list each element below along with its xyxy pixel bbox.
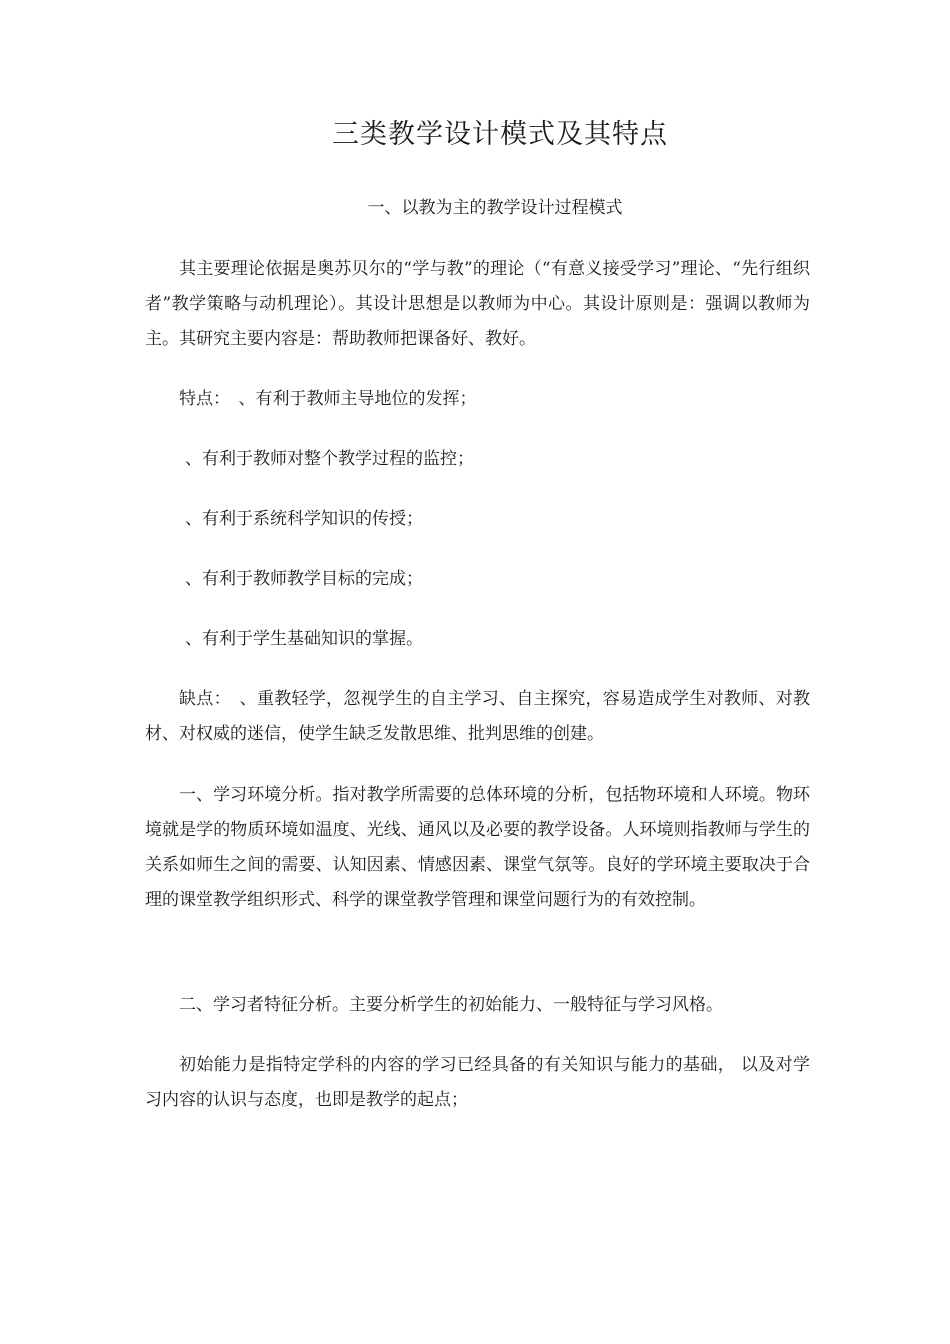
environment-paragraph: 一、学习环境分析。指对教学所需要的总体环境的分析，包括物环境和人环境。物环境就是学的物质环境如温度、光线、通风以及必要的教学设备。人环境则指教师与学生的关系如师生之间的需要、认知因素、情感因素、课堂气氛等。良好的学环境主要取决于合理的课堂教学组织形式、科学的课堂教学管理和课堂问题行为的有效控制。: [145, 785, 810, 910]
document-title: 三类教学设计模式及其特点: [332, 119, 668, 150]
drawbacks-paragraph: 缺点： 、重教轻学，忽视学生的自主学习、自主探究，容易造成学生对教师、对教材、对权威的迷信，使学生缺乏发散思维、批判思维的创建。: [145, 689, 810, 744]
feature-item: 、有利于教师对整个教学过程的监控；: [185, 449, 474, 469]
features-line: 特点： 、有利于教师主导地位的发挥；: [179, 389, 477, 409]
feature-item: 、有利于学生基础知识的掌握。: [185, 629, 423, 649]
feature-item: 、有利于教师教学目标的完成；: [185, 569, 423, 589]
section-heading: 一、以教为主的教学设计过程模式: [367, 198, 623, 218]
intro-paragraph: 其主要理论依据是奥苏贝尔的“学与教”的理论（“有意义接受学习”理论、“先行组织者”教学策略与动机理论）。其设计思想是以教师为中心。其设计原则是：强调以教师为主。其研究主要内容是：帮助教师把课备好、教好。: [145, 259, 810, 349]
initial-ability-paragraph: 初始能力是指特定学科的内容的学习已经具备的有关知识与能力的基础， 以及对学习内容的认识与态度，也即是教学的起点；: [145, 1055, 810, 1110]
learner-paragraph: 二、学习者特征分析。主要分析学生的初始能力、一般特征与学习风格。: [179, 995, 723, 1015]
feature-item: 、有利于系统科学知识的传授；: [185, 509, 423, 529]
